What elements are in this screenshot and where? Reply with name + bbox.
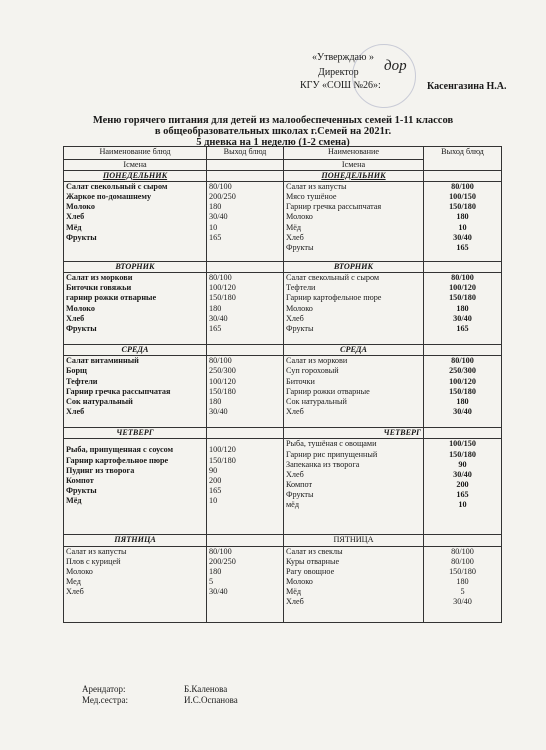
dishes-left: Салат витаминный Борщ Тефтели Гарнир гречка рассыпчатая Сок натуральный Хлеб	[64, 356, 207, 428]
day-label-left: ПЯТНИЦА	[64, 535, 207, 546]
yield-left: 80/100 200/250 180 30/40 10 165	[207, 182, 284, 262]
menu-row-tuesday	[64, 273, 502, 345]
title-line2: в общеобразовательных школах г.Семей на 2021г.	[154, 126, 392, 137]
day-label-right: ЧЕТВЕРГ	[284, 428, 424, 439]
day-label-left: ВТОРНИК	[64, 262, 207, 273]
yield-right: 100/150 150/180 90 30/40 200 165 10	[424, 439, 502, 535]
dishes-right: Салат из свеклы Куры отварные Рагу овощное Молоко Мёд Хлеб	[284, 546, 424, 622]
footer-role-nurse: Мед.сестра:	[82, 695, 128, 705]
approval-line1: «Утверждаю »	[312, 52, 374, 63]
menu-row-thursday	[64, 439, 502, 535]
header-row	[64, 147, 502, 160]
header-yield-right: Выход блюд	[424, 147, 502, 160]
yield-left: 80/100 250/300 100/120 150/180 180 30/40	[207, 356, 284, 428]
yield-left: 80/100 200/250 180 5 30/40	[207, 546, 284, 622]
day-row-friday	[64, 535, 502, 546]
shift-label-right: Iсмена	[284, 160, 424, 171]
header-dishes-right: Наименование	[284, 147, 424, 160]
yield-left: 80/100 100/120 150/180 180 30/40 165	[207, 273, 284, 345]
yield-right: 80/100 250/300 100/120 150/180 180 30/40	[424, 356, 502, 428]
dishes-right: Салат из капусты Мясо тушёное Гарнир гречка рассыпчатая Молоко Мёд Хлеб Фрукты	[284, 182, 424, 262]
menu-table	[63, 146, 502, 623]
title-line3: 5 дневка на 1 неделю (1-2 смена)	[196, 137, 350, 148]
director-name: Касенгазина Н.А.	[427, 81, 507, 92]
dishes-right: Рыба, тушёная с овощами Гарнир рис припущенный Запеканка из творога Хлеб Компот Фрукты мёд	[284, 439, 424, 535]
day-label-left: ЧЕТВЕРГ	[64, 428, 207, 439]
day-row-monday	[64, 171, 502, 182]
footer-role-tenant: Арендатор:	[82, 684, 126, 694]
day-label-right: ПЯТНИЦА	[284, 535, 424, 546]
title-line1: Меню горячего питания для детей из малообеспеченных семей 1-11 классов	[92, 115, 454, 126]
yield-left: 100/120 150/180 90 200 165 10	[207, 439, 284, 535]
day-row-tuesday	[64, 262, 502, 273]
day-row-wednesday	[64, 345, 502, 356]
dishes-right: Салат из моркови Суп гороховый Биточки Гарнир рожки отварные Сок натуральный Хлеб	[284, 356, 424, 428]
day-label-right: СРЕДА	[284, 345, 424, 356]
menu-row-monday	[64, 182, 502, 262]
dishes-left: Рыба, припущенная с соусом Гарнир картофельное пюре Пудинг из творога Компот Фрукты Мёд	[64, 439, 207, 535]
yield-right: 80/100 100/120 150/180 180 30/40 165	[424, 273, 502, 345]
dishes-left: Салат из моркови Биточки говяжьи гарнир рожки отварные Молоко Хлеб Фрукты	[64, 273, 207, 345]
approval-line2: Директор	[318, 67, 359, 78]
footer-name-nurse: И.С.Оспанова	[184, 695, 238, 705]
stamp-seal	[352, 44, 416, 108]
day-row-thursday	[64, 428, 502, 439]
dishes-right: Салат свекольный с сыром Тефтели Гарнир картофельное пюре Молоко Хлеб Фрукты	[284, 273, 424, 345]
signature: дор	[384, 58, 407, 74]
shift-label-left: Iсмена	[64, 160, 207, 171]
yield-right: 80/100 80/100 150/180 180 5 30/40	[424, 546, 502, 622]
header-yield-left: Выход блюд	[207, 147, 284, 160]
yield-right: 80/100 100/150 150/180 180 10 30/40 165	[424, 182, 502, 262]
day-label-right: ВТОРНИК	[284, 262, 424, 273]
day-label-right: ПОНЕДЕЛЬНИК	[284, 171, 424, 182]
day-label-left: СРЕДА	[64, 345, 207, 356]
dishes-left: Салат из капусты Плов с курицей Молоко Мед Хлеб	[64, 546, 207, 622]
dishes-left: Салат свекольный с сыром Жаркое по-домашнему Молоко Хлеб Мёд Фрукты	[64, 182, 207, 262]
day-label-left: ПОНЕДЕЛЬНИК	[64, 171, 207, 182]
menu-row-friday	[64, 546, 502, 622]
shift-row	[64, 160, 502, 171]
header-dishes-left: Наименование блюд	[64, 147, 207, 160]
approval-line3: КГУ «СОШ №26»:	[300, 80, 381, 91]
footer-name-tenant: Б.Каленова	[184, 684, 228, 694]
menu-row-wednesday	[64, 356, 502, 428]
